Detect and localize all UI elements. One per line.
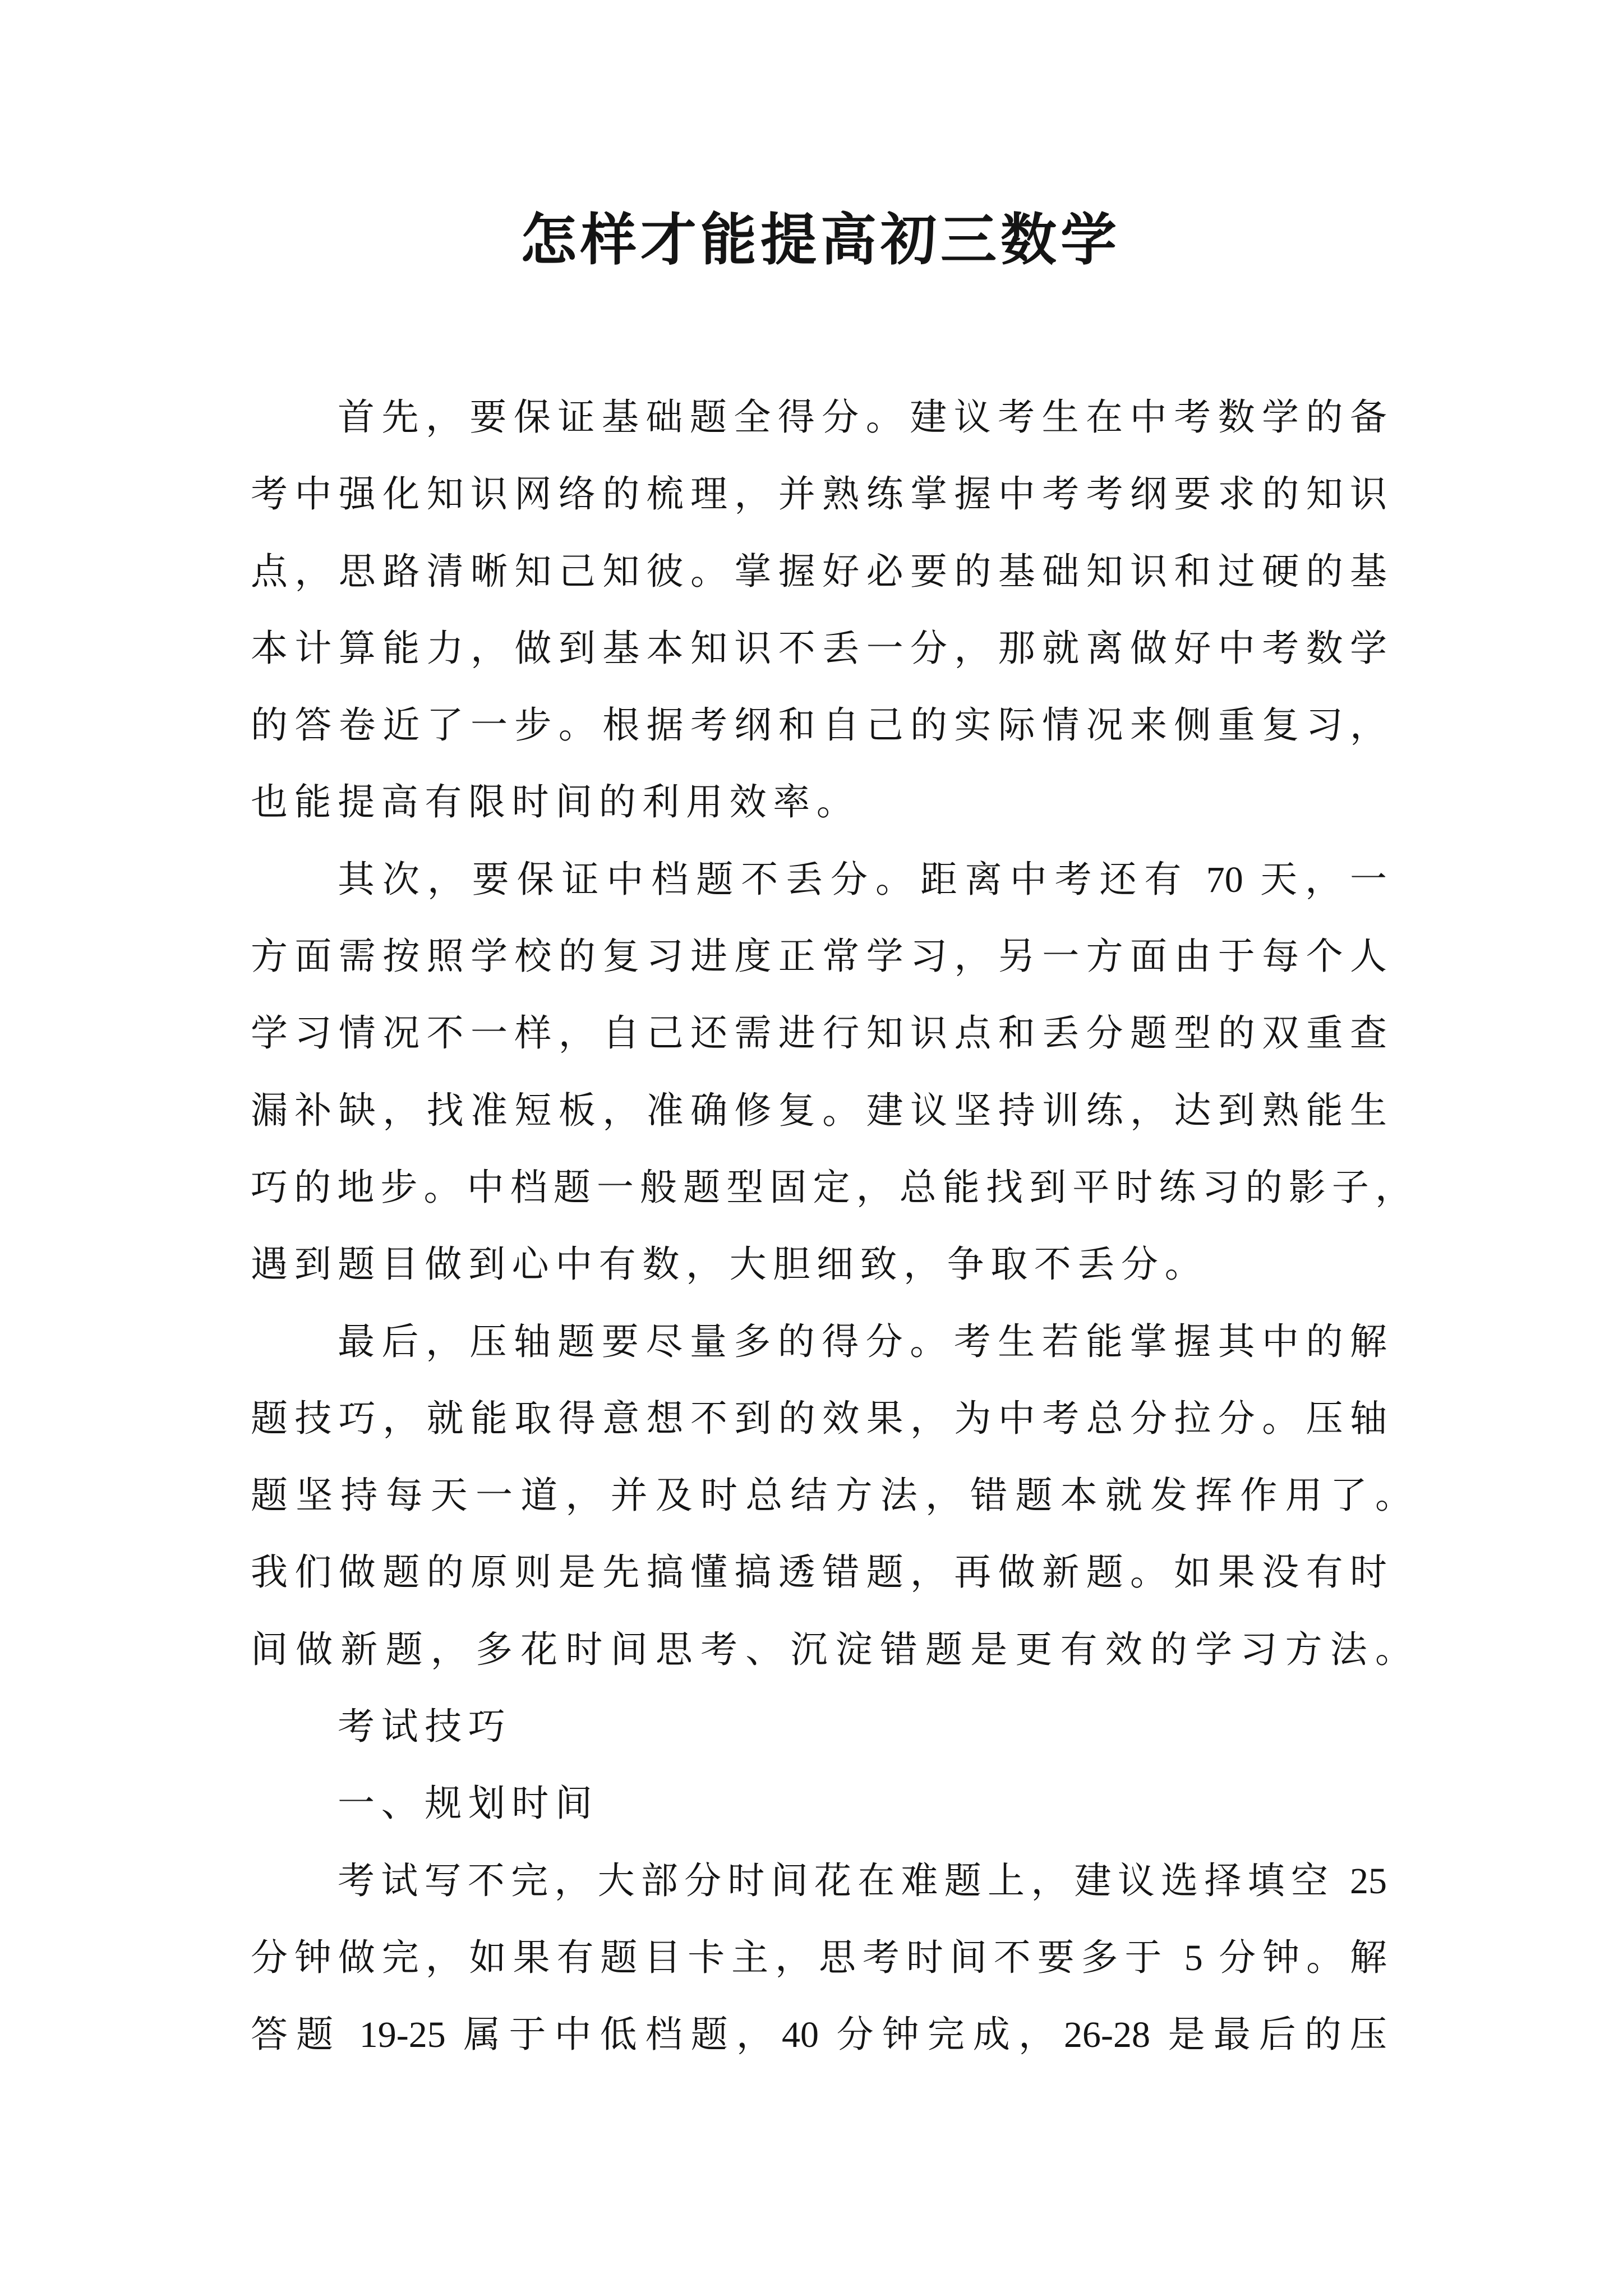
- paragraph: [251, 1304, 1412, 1688]
- paragraph-line: 漏补缺，找准短板，准确修复。建议坚持训练，达到熟能生: [251, 1090, 1387, 1131]
- paragraph-line: 也能提高有限时间的利用效率。: [251, 782, 860, 823]
- document-body: [251, 379, 1412, 2074]
- paragraph-line: 答题 19-25 属于中低档题，40 分钟完成，26-28 是最后的压: [251, 2014, 1387, 2056]
- paragraph-line: 我们做题的原则是先搞懂搞透错题，再做新题。如果没有时: [251, 1552, 1387, 1594]
- section-heading-text: 考试技巧: [338, 1706, 512, 1748]
- paragraph-line: 本计算能力，做到基本知识不丢一分，那就离做好中考数学: [251, 628, 1387, 669]
- paragraph: [251, 1843, 1387, 2074]
- paragraph-line: 学习情况不一样，自己还需进行知识点和丢分题型的双重查: [251, 1013, 1387, 1055]
- section-heading: [251, 1688, 1387, 1765]
- subsection-heading: [251, 1765, 1387, 1842]
- paragraph: [251, 379, 1387, 841]
- paragraph-line: 方面需按照学校的复习进度正常学习，另一方面由于每个人: [251, 936, 1387, 978]
- paragraph-line: 巧的地步。中档题一般题型固定，总能找到平时练习的影子，: [251, 1167, 1412, 1208]
- paragraph-line: 考中强化知识网络的梳理，并熟练掌握中考考纲要求的知识: [251, 474, 1387, 516]
- paragraph-line: 的答卷近了一步。根据考纲和自己的实际情况来侧重复习，: [251, 705, 1387, 747]
- paragraph-line: 题坚持每天一道，并及时总结方法，错题本就发挥作用了。: [251, 1475, 1412, 1517]
- paragraph-line: 间做新题，多花时间思考、沉淀错题是更有效的学习方法。: [251, 1629, 1412, 1671]
- paragraph-line: 点，思路清晰知己知彼。掌握好必要的基础知识和过硬的基: [251, 551, 1387, 592]
- subsection-heading-text: 一、规划时间: [338, 1783, 599, 1825]
- paragraph: [251, 841, 1412, 1304]
- paragraph-line: 最后，压轴题要尽量多的得分。考生若能掌握其中的解: [338, 1321, 1387, 1363]
- paragraph-line: 遇到题目做到心中有数，大胆细致，争取不丢分。: [251, 1244, 1209, 1286]
- paragraph-line: 首先，要保证基础题全得分。建议考生在中考数学的备: [338, 397, 1387, 438]
- paragraph-line: 分钟做完，如果有题目卡主，思考时间不要多于 5 分钟。解: [251, 1937, 1387, 1978]
- paragraph-line: 其次，要保证中档题不丢分。距离中考还有 70 天，一: [338, 859, 1387, 900]
- document-title: 怎样才能提高初三数学: [520, 209, 1121, 272]
- paragraph-line: 题技巧，就能取得意想不到的效果，为中考总分拉分。压轴: [251, 1398, 1387, 1439]
- paragraph-line: 考试写不完，大部分时间花在难题上，建议选择填空 25: [338, 1860, 1387, 1902]
